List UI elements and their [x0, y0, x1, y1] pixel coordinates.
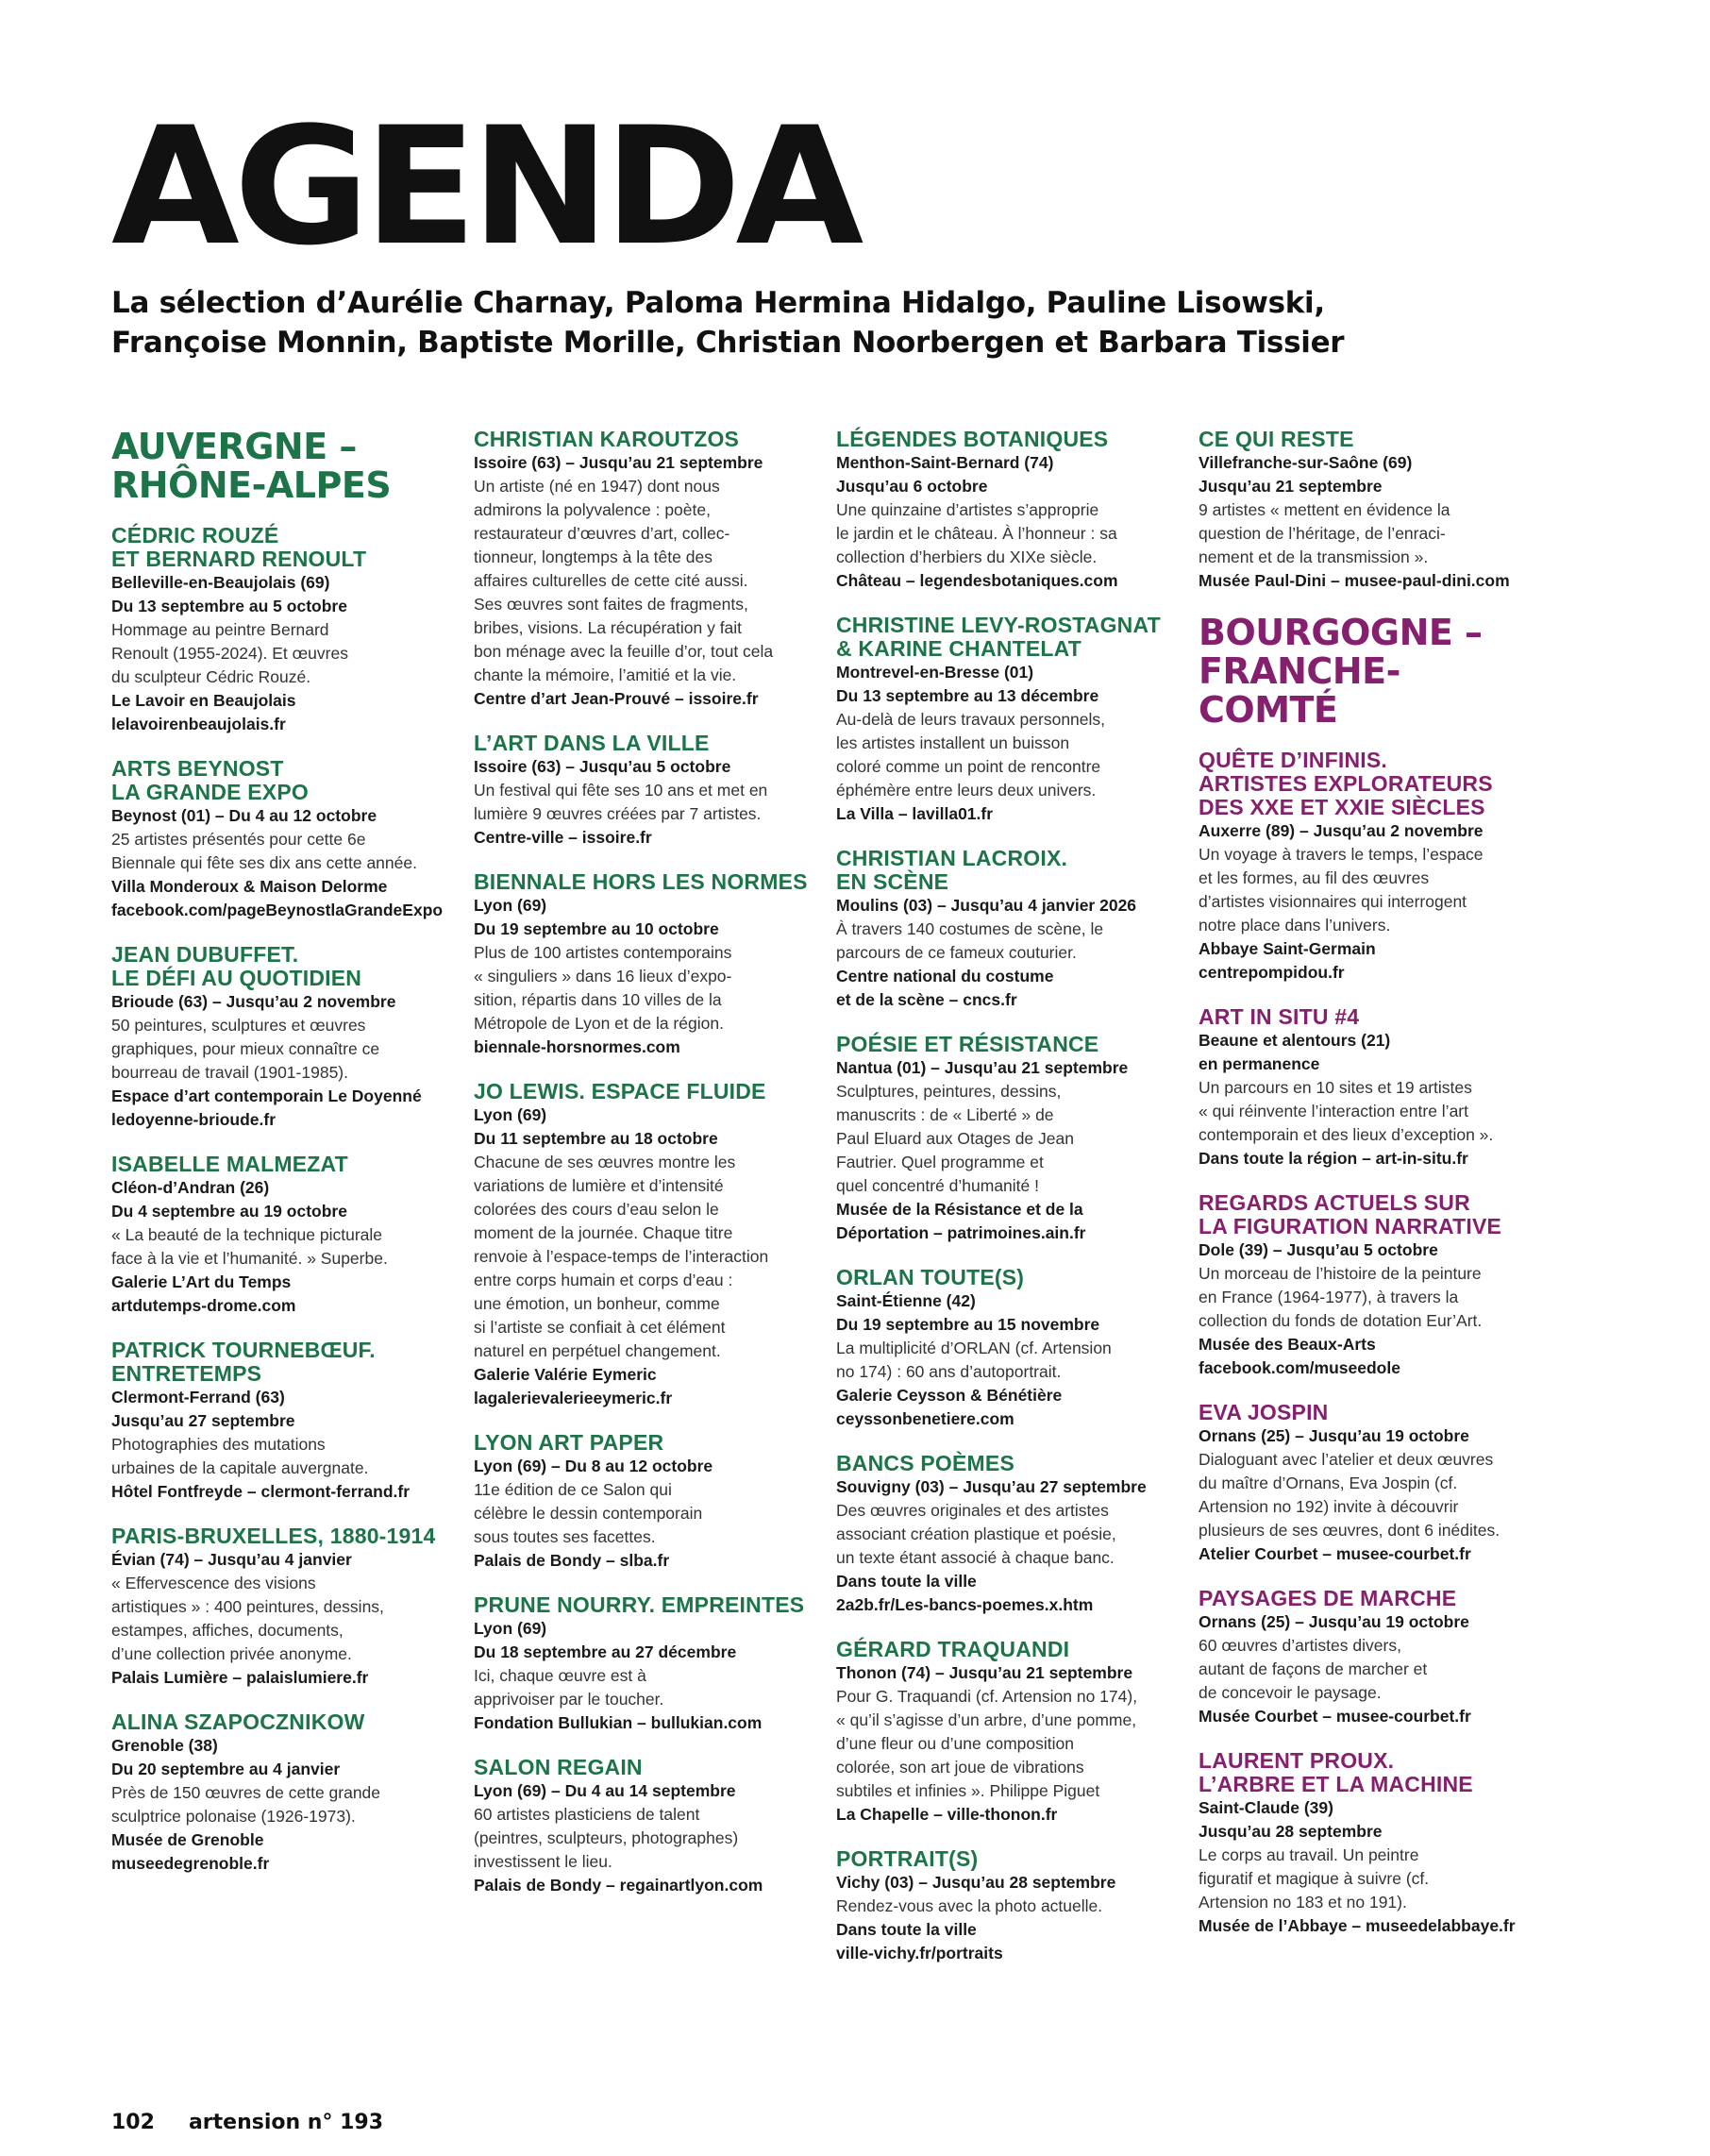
- entry-venue: Dans toute la ville ville-vichy.fr/portraits: [836, 1920, 1003, 1962]
- entry-venue: Centre national du costume et de la scène – cncs.fr: [836, 967, 1054, 1009]
- agenda-entry: [111, 757, 462, 922]
- entry-info: Ornans (25) – Jusqu’au 19 octobre: [1199, 1426, 1469, 1445]
- entry-title: ART IN SITU #4: [1199, 1004, 1360, 1029]
- entry-description: « La beauté de la technique picturale face à la vie et l’humanité. » Superbe.: [111, 1225, 388, 1268]
- agenda-entry: [836, 614, 1187, 826]
- entry-description: « Effervescence des visions artistiques » : 400 peintures, dessins, estampes, affiches, documents, d’une collection privée anonyme.: [111, 1574, 384, 1663]
- agenda-entry: [1199, 1749, 1550, 1938]
- entry-info: Menthon-Saint-Bernard (74) Jusqu’au 6 octobre: [836, 453, 1054, 496]
- entry-description: Ici, chaque œuvre est à apprivoiser par le toucher.: [474, 1666, 664, 1709]
- entry-venue: Palais de Bondy – regainartlyon.com: [474, 1876, 763, 1895]
- entry-venue: Centre-ville – issoire.fr: [474, 828, 652, 847]
- page-title: AGENDA: [111, 92, 859, 281]
- entry-title: BIENNALE HORS LES NORMES: [474, 869, 808, 894]
- column-3: [836, 428, 1187, 1986]
- agenda-entry: [474, 428, 825, 711]
- entry-title: ISABELLE MALMEZAT: [111, 1152, 348, 1176]
- entry-description: Près de 150 œuvres de cette grande sculptrice polonaise (1926-1973).: [111, 1783, 381, 1826]
- entry-title: PAYSAGES DE MARCHE: [1199, 1586, 1457, 1610]
- entry-description: 9 artistes « mettent en évidence la question de l’héritage, de l’enraci- nement et de la transmission ».: [1199, 500, 1450, 566]
- entry-info: Lyon (69) Du 11 septembre au 18 octobre: [474, 1105, 718, 1148]
- agenda-entry: [111, 1339, 462, 1504]
- entry-title: CHRISTIAN LACROIX. EN SCÈNE: [836, 846, 1068, 894]
- entry-description: Chacune de ses œuvres montre les variations de lumière et d’intensité colorées des cours d’eau selon le moment de la journée. Chaque titre renvoie à l’espace-temps de l’interaction entre corps humain et corps d’eau : une émotion, un bonheur, comme si l’artiste se confiait à cet élément naturel en perpétuel changement.: [474, 1153, 769, 1360]
- entry-info: Belleville-en-Beaujolais (69) Du 13 septembre au 5 octobre: [111, 573, 347, 615]
- entry-title: ALINA SZAPOCZNIKOW: [111, 1710, 365, 1734]
- entry-description: Au-delà de leurs travaux personnels, les artistes installent un buisson coloré comme un point de rencontre éphémère entre leurs deux univers.: [836, 710, 1106, 800]
- entry-venue: Hôtel Fontfreyde – clermont-ferrand.fr: [111, 1482, 411, 1501]
- entry-title: CE QUI RESTE: [1199, 427, 1354, 451]
- entry-venue: Musée de Grenoble museedegrenoble.fr: [111, 1830, 270, 1873]
- agenda-entry: [836, 1847, 1187, 1965]
- entry-venue: Le Lavoir en Beaujolais lelavoirenbeaujolais.fr: [111, 691, 296, 733]
- agenda-entry: [1199, 1005, 1550, 1171]
- entry-venue: La Chapelle – ville-thonon.fr: [836, 1805, 1058, 1824]
- entry-info: Clermont-Ferrand (63) Jusqu’au 27 septembre: [111, 1388, 295, 1430]
- page-number: 102: [111, 2111, 155, 2134]
- entry-description: Photographies des mutations urbaines de la capitale auvergnate.: [111, 1435, 369, 1477]
- entry-description: 11e édition de ce Salon qui célèbre le dessin contemporain sous toutes ses facettes.: [474, 1480, 703, 1546]
- entry-venue: Centre d’art Jean-Prouvé – issoire.fr: [474, 689, 759, 708]
- publication-name: artension n° 193: [188, 2111, 384, 2134]
- column-4: [1199, 428, 1550, 1959]
- entry-info: Lyon (69) – Du 4 au 14 septembre: [474, 1781, 736, 1800]
- entry-title: BANCS POÈMES: [836, 1451, 1014, 1475]
- agenda-entry: [474, 732, 825, 850]
- entry-venue: Galerie L’Art du Temps artdutemps-drome.com: [111, 1272, 296, 1315]
- entry-info: Beynost (01) – Du 4 au 12 octobre: [111, 806, 377, 825]
- entry-info: Dole (39) – Jusqu’au 5 octobre: [1199, 1240, 1438, 1259]
- entry-venue: Musée de la Résistance et de la Déportation – patrimoines.ain.fr: [836, 1200, 1086, 1242]
- entry-venue: Château – legendesbotaniques.com: [836, 571, 1118, 590]
- entry-description: Plus de 100 artistes contemporains « singuliers » dans 16 lieux d’expo- sition, répartis dans 10 villes de la Métropole de Lyon et de la région.: [474, 943, 732, 1033]
- entry-venue: Palais Lumière – palaislumiere.fr: [111, 1668, 369, 1687]
- entry-title: POÉSIE ET RÉSISTANCE: [836, 1032, 1099, 1056]
- entry-venue: Dans toute la région – art-in-situ.fr: [1199, 1149, 1468, 1168]
- entry-info: Lyon (69) – Du 8 au 12 octobre: [474, 1457, 713, 1475]
- masthead: [111, 92, 1621, 362]
- entry-title: LÉGENDES BOTANIQUES: [836, 427, 1109, 451]
- entry-title: CHRISTINE LEVY-ROSTAGNAT & KARINE CHANTELAT: [836, 613, 1161, 661]
- entry-description: 50 peintures, sculptures et œuvres graphiques, pour mieux connaître ce bourreau de travail (1901-1985).: [111, 1016, 380, 1082]
- entry-title: GÉRARD TRAQUANDI: [836, 1637, 1070, 1661]
- column-2: [474, 428, 825, 1918]
- entry-venue: Palais de Bondy – slba.fr: [474, 1551, 670, 1570]
- entry-title: CÉDRIC ROUZÉ ET BERNARD RENOULT: [111, 523, 367, 571]
- entry-title: REGARDS ACTUELS SUR LA FIGURATION NARRATIVE: [1199, 1190, 1502, 1238]
- agenda-entry: [474, 1593, 825, 1735]
- agenda-entry: [836, 1033, 1187, 1245]
- entry-info: Saint-Étienne (42) Du 19 septembre au 15 novembre: [836, 1291, 1100, 1334]
- entry-description: Le corps au travail. Un peintre figuratif et magique à suivre (cf. Artension no 183 et no 191).: [1199, 1845, 1430, 1912]
- entry-title: L’ART DANS LA VILLE: [474, 731, 710, 755]
- entry-title: ARTS BEYNOST LA GRANDE EXPO: [111, 756, 309, 804]
- agenda-entry: [836, 1452, 1187, 1617]
- entry-title: PORTRAIT(S): [836, 1846, 979, 1871]
- entry-description: À travers 140 costumes de scène, le parcours de ce fameux couturier.: [836, 919, 1104, 962]
- entry-venue: Musée des Beaux-Arts facebook.com/museedole: [1199, 1335, 1400, 1377]
- entry-title: JEAN DUBUFFET. LE DÉFI AU QUOTIDIEN: [111, 942, 362, 990]
- entry-info: Auxerre (89) – Jusqu’au 2 novembre: [1199, 821, 1484, 840]
- entry-venue: Fondation Bullukian – bullukian.com: [474, 1713, 763, 1732]
- entry-venue: biennale-horsnormes.com: [474, 1037, 680, 1056]
- region-heading: AUVERGNE – RHÔNE-ALPES: [111, 426, 392, 506]
- entry-info: Évian (74) – Jusqu’au 4 janvier: [111, 1550, 352, 1569]
- entry-description: 25 artistes présentés pour cette 6e Biennale qui fête ses dix ans cette année.: [111, 830, 417, 872]
- agenda-entry: [1199, 1401, 1550, 1566]
- entry-info: Ornans (25) – Jusqu’au 19 octobre: [1199, 1612, 1469, 1631]
- column-1: [111, 428, 462, 1896]
- agenda-entry: [111, 1524, 462, 1690]
- entry-venue: Galerie Ceysson & Bénétière ceyssonbenetiere.com: [836, 1386, 1063, 1428]
- entry-info: Thonon (74) – Jusqu’au 21 septembre: [836, 1663, 1133, 1682]
- entry-description: Un parcours en 10 sites et 19 artistes « qui réinvente l’interaction entre l’art contemporain et des lieux d’exception ».: [1199, 1078, 1494, 1144]
- entry-info: Issoire (63) – Jusqu’au 21 septembre: [474, 453, 763, 472]
- page-subtitle: La sélection d’Aurélie Charnay, Paloma Hermina Hidalgo, Pauline Lisowski, Françoise Monnin, Baptiste Morille, Christian Noorbergen et Barbara Tissier: [111, 286, 1345, 360]
- entry-description: Sculptures, peintures, dessins, manuscrits : de « Liberté » de Paul Eluard aux Otages de Jean Fautrier. Quel programme et quel concentré d’humanité !: [836, 1082, 1074, 1195]
- entry-title: PATRICK TOURNEBŒUF. ENTRETEMPS: [111, 1338, 376, 1386]
- entry-title: CHRISTIAN KAROUTZOS: [474, 427, 740, 451]
- entry-description: 60 œuvres d’artistes divers, autant de façons de marcher et de concevoir le paysage.: [1199, 1636, 1428, 1702]
- entry-venue: Abbaye Saint-Germain centrepompidou.fr: [1199, 939, 1376, 982]
- entry-description: Une quinzaine d’artistes s’approprie le jardin et le château. À l’honneur : sa collection d’herbiers du XIXe siècle.: [836, 500, 1117, 566]
- entry-description: Un voyage à travers le temps, l’espace et les formes, au fil des œuvres d’artistes visionnaires qui interrogent notre place dans l’univers.: [1199, 845, 1484, 935]
- entry-info: Issoire (63) – Jusqu’au 5 octobre: [474, 757, 731, 776]
- agenda-entry: [836, 1266, 1187, 1431]
- entry-title: QUÊTE D’INFINIS. ARTISTES EXPLORATEURS DES XXE ET XXIE SIÈCLES: [1199, 748, 1493, 819]
- agenda-entry: [836, 1638, 1187, 1827]
- entry-venue: Espace d’art contemporain Le Doyenné ledoyenne-brioude.fr: [111, 1086, 422, 1129]
- entry-title: LYON ART PAPER: [474, 1430, 664, 1455]
- entry-venue: Musée de l’Abbaye – museedelabbaye.fr: [1199, 1916, 1516, 1935]
- entry-title: SALON REGAIN: [474, 1755, 643, 1779]
- entry-info: Souvigny (03) – Jusqu’au 27 septembre: [836, 1477, 1147, 1496]
- entry-info: Montrevel-en-Bresse (01) Du 13 septembre au 13 décembre: [836, 663, 1099, 705]
- agenda-columns: [111, 428, 1640, 2070]
- entry-title: PRUNE NOURRY. EMPREINTES: [474, 1592, 805, 1617]
- entry-description: Un morceau de l’histoire de la peinture en France (1964-1977), à travers la collection du fonds de dotation Eur’Art.: [1199, 1264, 1483, 1330]
- entry-venue: Atelier Courbet – musee-courbet.fr: [1199, 1544, 1471, 1563]
- agenda-entry: [474, 1080, 825, 1410]
- entry-venue: Musée Courbet – musee-courbet.fr: [1199, 1707, 1471, 1726]
- entry-description: 60 artistes plasticiens de talent (peintres, sculpteurs, photographes) investissent le lieu.: [474, 1805, 739, 1871]
- entry-title: LAURENT PROUX. L’ARBRE ET LA MACHINE: [1199, 1748, 1473, 1796]
- entry-description: Dialoguant avec l’atelier et deux œuvres du maître d’Ornans, Eva Jospin (cf. Artension no 192) invite à découvrir plusieurs de ses œuvres, dont 6 inédites.: [1199, 1450, 1500, 1540]
- agenda-entry: [1199, 749, 1550, 985]
- agenda-entry: [111, 943, 462, 1132]
- agenda-entry: [836, 847, 1187, 1012]
- entry-description: Un festival qui fête ses 10 ans et met en lumière 9 œuvres créées par 7 artistes.: [474, 781, 768, 823]
- entry-info: Saint-Claude (39) Jusqu’au 28 septembre: [1199, 1798, 1383, 1841]
- agenda-entry: [111, 1710, 462, 1876]
- entry-info: Beaune et alentours (21) en permanence: [1199, 1031, 1391, 1073]
- entry-description: Hommage au peintre Bernard Renoult (1955-2024). Et œuvres du sculpteur Cédric Rouzé.: [111, 620, 348, 686]
- entry-title: JO LEWIS. ESPACE FLUIDE: [474, 1079, 766, 1103]
- agenda-entry: [111, 1153, 462, 1318]
- agenda-entry: [1199, 1587, 1550, 1728]
- entry-info: Nantua (01) – Jusqu’au 21 septembre: [836, 1058, 1129, 1077]
- entry-info: Cléon-d’Andran (26) Du 4 septembre au 19 octobre: [111, 1178, 347, 1221]
- entry-description: Des œuvres originales et des artistes associant création plastique et poésie, un texte étant associé à chaque banc.: [836, 1501, 1116, 1567]
- entry-title: EVA JOSPIN: [1199, 1400, 1329, 1424]
- agenda-entry: [1199, 1191, 1550, 1380]
- entry-venue: Galerie Valérie Eymeric lagalerievalerieeymeric.fr: [474, 1365, 673, 1407]
- agenda-entry: [474, 1431, 825, 1573]
- agenda-entry: [474, 870, 825, 1059]
- entry-venue: Dans toute la ville 2a2b.fr/Les-bancs-poemes.x.htm: [836, 1572, 1094, 1614]
- entry-description: Un artiste (né en 1947) dont nous admirons la polyvalence : poète, restaurateur d’œuvres d’art, collec- tionneur, longtemps à la tête des affaires culturelles de cette cité aussi. Ses œuvres sont faites de fragments, bribes, visions. La récupération y fait bon ménage avec la feuille d’or, tout cela chante la mémoire, l’amitié et la vie.: [474, 477, 774, 684]
- agenda-entry: [836, 428, 1187, 593]
- entry-info: Villefranche-sur-Saône (69) Jusqu’au 21 septembre: [1199, 453, 1413, 496]
- entry-info: Lyon (69) Du 18 septembre au 27 décembre: [474, 1619, 737, 1661]
- entry-title: PARIS-BRUXELLES, 1880-1914: [111, 1524, 436, 1548]
- page-footer: [111, 2111, 383, 2134]
- region-heading: BOURGOGNE – FRANCHE- COMTÉ: [1199, 612, 1483, 731]
- entry-venue: Musée Paul-Dini – musee-paul-dini.com: [1199, 571, 1510, 590]
- agenda-entry: [111, 524, 462, 736]
- entry-info: Brioude (63) – Jusqu’au 2 novembre: [111, 992, 396, 1011]
- agenda-entry: [474, 1756, 825, 1897]
- entry-description: Rendez-vous avec la photo actuelle.: [836, 1896, 1103, 1915]
- entry-info: Moulins (03) – Jusqu’au 4 janvier 2026: [836, 896, 1137, 915]
- agenda-entry: [1199, 428, 1550, 593]
- entry-title: ORLAN TOUTE(S): [836, 1265, 1025, 1289]
- entry-info: Lyon (69) Du 19 septembre au 10 octobre: [474, 896, 719, 938]
- entry-info: Vichy (03) – Jusqu’au 28 septembre: [836, 1873, 1116, 1892]
- entry-description: La multiplicité d’ORLAN (cf. Artension no 174) : 60 ans d’autoportrait.: [836, 1339, 1112, 1381]
- entry-description: Pour G. Traquandi (cf. Artension no 174), « qu’il s’agisse d’un arbre, d’une pomme, d’une fleur ou d’une composition colorée, son art joue de vibrations subtiles et infinies ». Philippe Piguet: [836, 1687, 1138, 1800]
- entry-venue: Villa Monderoux & Maison Delorme facebook.com/pageBeynostlaGrandeExpo: [111, 877, 444, 919]
- entry-info: Grenoble (38) Du 20 septembre au 4 janvier: [111, 1736, 341, 1778]
- entry-venue: La Villa – lavilla01.fr: [836, 804, 994, 823]
